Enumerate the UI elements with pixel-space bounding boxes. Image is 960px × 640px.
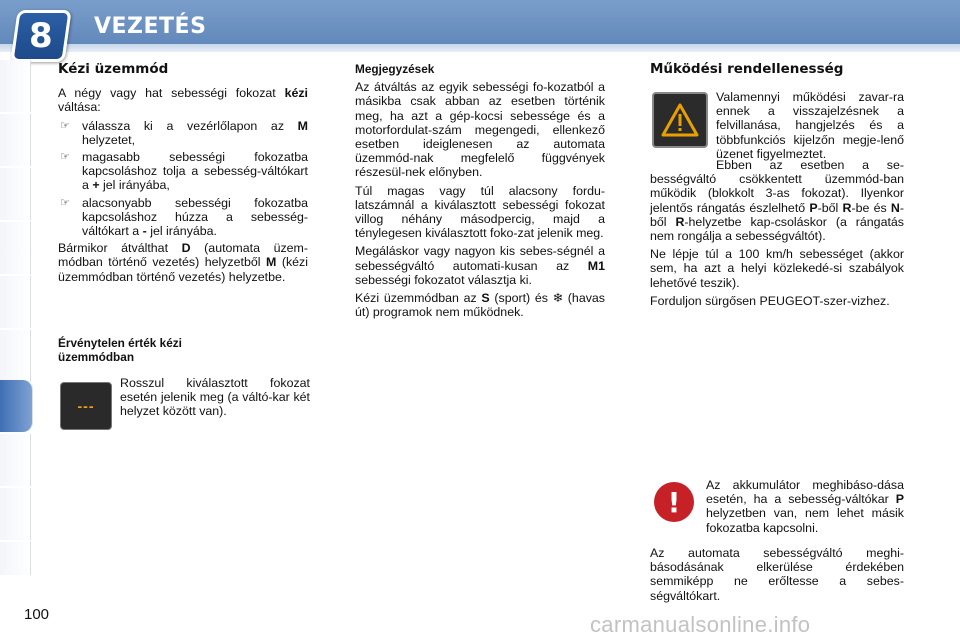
watermark: carmanualsonline.info bbox=[590, 612, 811, 637]
section-title-malfunction: Működési rendellenesség bbox=[650, 61, 844, 77]
page-title: VEZETÉS bbox=[94, 14, 207, 39]
intro-text: A négy vagy hat sebességi fokozat kézi váltása: bbox=[58, 86, 308, 115]
pointing-hand-icon: ☞ bbox=[60, 196, 70, 209]
invalid-value-text: Rosszul kiválasztott fokozat esetén jelenik meg (a váltó-kar két helyzet között van). bbox=[120, 376, 310, 419]
invalid-value-section bbox=[58, 336, 258, 366]
notes-paragraph-4: Kézi üzemmódban az S (sport) és ❄ (havas út) programok nem működnek. bbox=[355, 291, 605, 320]
section-title-manual-mode: Kézi üzemmód bbox=[58, 61, 169, 77]
battery-warning-text: Az akkumulátor meghibáso-dása esetén, ha a sebesség-váltókar P helyzetben van, nem lehet másik fokozatba kapcsolni. bbox=[706, 478, 904, 535]
column-notes bbox=[355, 62, 605, 323]
chapter-tab-9[interactable] bbox=[0, 434, 31, 486]
list-item: ☞ alacsonyabb sebességi fokozatba kapcsoláshoz húzza a sebesség-váltókart a - jel irányába. bbox=[60, 195, 308, 239]
chapter-tab-6[interactable] bbox=[0, 330, 31, 382]
chapter-tab-3[interactable] bbox=[0, 168, 31, 220]
chapter-tab-8-active[interactable] bbox=[0, 380, 33, 432]
chapter-tab-10[interactable] bbox=[0, 488, 31, 540]
chapter-tab-rail bbox=[0, 60, 30, 575]
pointing-hand-icon: ☞ bbox=[60, 119, 70, 132]
chapter-tab-11[interactable] bbox=[0, 542, 31, 575]
snowflake-icon: ❄ bbox=[552, 291, 564, 306]
section-subtitle-invalid: Érvénytelen érték kézi üzemmódban bbox=[58, 336, 182, 365]
notes-paragraph-2: Túl magas vagy túl alacsony fordu-latszámnál a kiválasztott sebességi fokozat villog néhány másodpercig, majd a ténylegesen kiválasztott foko-zat jelenik meg. bbox=[355, 183, 605, 241]
warning-triangle-svg bbox=[661, 103, 699, 137]
malfunction-paragraph-1: Valamennyi működési zavar-ra ennek a visszajelzésnek a felvillanása, hangjelzés és a többfunkciós kijelzőn megje-lenő üzenet figyelmeztet. bbox=[716, 90, 904, 161]
column-malfunction bbox=[650, 62, 904, 86]
malfunction-body bbox=[650, 158, 904, 312]
notes-paragraph-3: Megáláskor vagy nagyon kis sebes-ségnél a sebességváltó automati-kusan az M1 sebességi fokozatot választja ki. bbox=[355, 244, 605, 287]
malfunction-paragraph-2: Ebben az esetben a se-bességváltó csökkentett üzemmód-ban működik (blokkolt 3-as fokozat). Ilyenkor jelentős rángatás észlelhető P-ből R-be és N-ből R-helyzetbe kap-csoláskor (a rángatás nem rongálja a sebességváltót). bbox=[650, 158, 904, 244]
final-warning-text: Az automata sebességváltó meghi-básodásának elkerülése érdekében semmiképp ne erőltesse a sebes-ségváltókart. bbox=[650, 546, 904, 603]
column-manual-mode bbox=[58, 62, 308, 288]
warning-triangle-icon bbox=[652, 92, 708, 148]
chapter-tab-5[interactable] bbox=[0, 276, 31, 328]
list-item: ☞ magasabb sebességi fokozatba kapcsoláshoz tolja a sebesség-váltókart a + jel irányába, bbox=[60, 150, 308, 193]
notes-paragraph-1: Az átváltás az egyik sebességi fo-kozatból a másikba csak abban az esetben történik meg, ha azt a gép-kocsi sebessége és a motorfordulat-szám megengedi, ellenkező esetben ideiglenesen az automata üzemmód-nak megfelelő függvények részesül-nek előnyben. bbox=[355, 80, 605, 180]
header-band bbox=[0, 44, 960, 52]
switch-mode-text: Bármikor átválthat D (automata üzem-módban történő vezetés) helyzetből M (kézi üzemmódban történő vezetés) helyzetbe. bbox=[58, 241, 308, 284]
exclamation-circle-icon: ! bbox=[654, 482, 694, 522]
chapter-tab-2[interactable] bbox=[0, 114, 31, 166]
malfunction-paragraph-3: Ne lépje túl a 100 km/h sebességet (akkor sem, ha azt a helyi közlekedé-si szabályok lehetővé teszik). bbox=[650, 247, 904, 290]
pointing-hand-icon: ☞ bbox=[60, 151, 70, 164]
chapter-tab-4[interactable] bbox=[0, 222, 31, 274]
chapter-badge bbox=[10, 10, 71, 62]
chapter-tab-1[interactable] bbox=[0, 60, 31, 112]
malfunction-paragraph-4: Forduljon sürgősen PEUGEOT-szer-vizhez. bbox=[650, 293, 890, 308]
list-item: ☞ válassza ki a vezérlőlapon az M helyzetet, bbox=[60, 118, 308, 147]
invalid-gear-indicator-icon: --- bbox=[60, 382, 112, 430]
section-title-notes: Megjegyzések bbox=[355, 62, 435, 76]
page-number: 100 bbox=[24, 606, 50, 623]
chapter-number: 8 bbox=[29, 16, 53, 56]
